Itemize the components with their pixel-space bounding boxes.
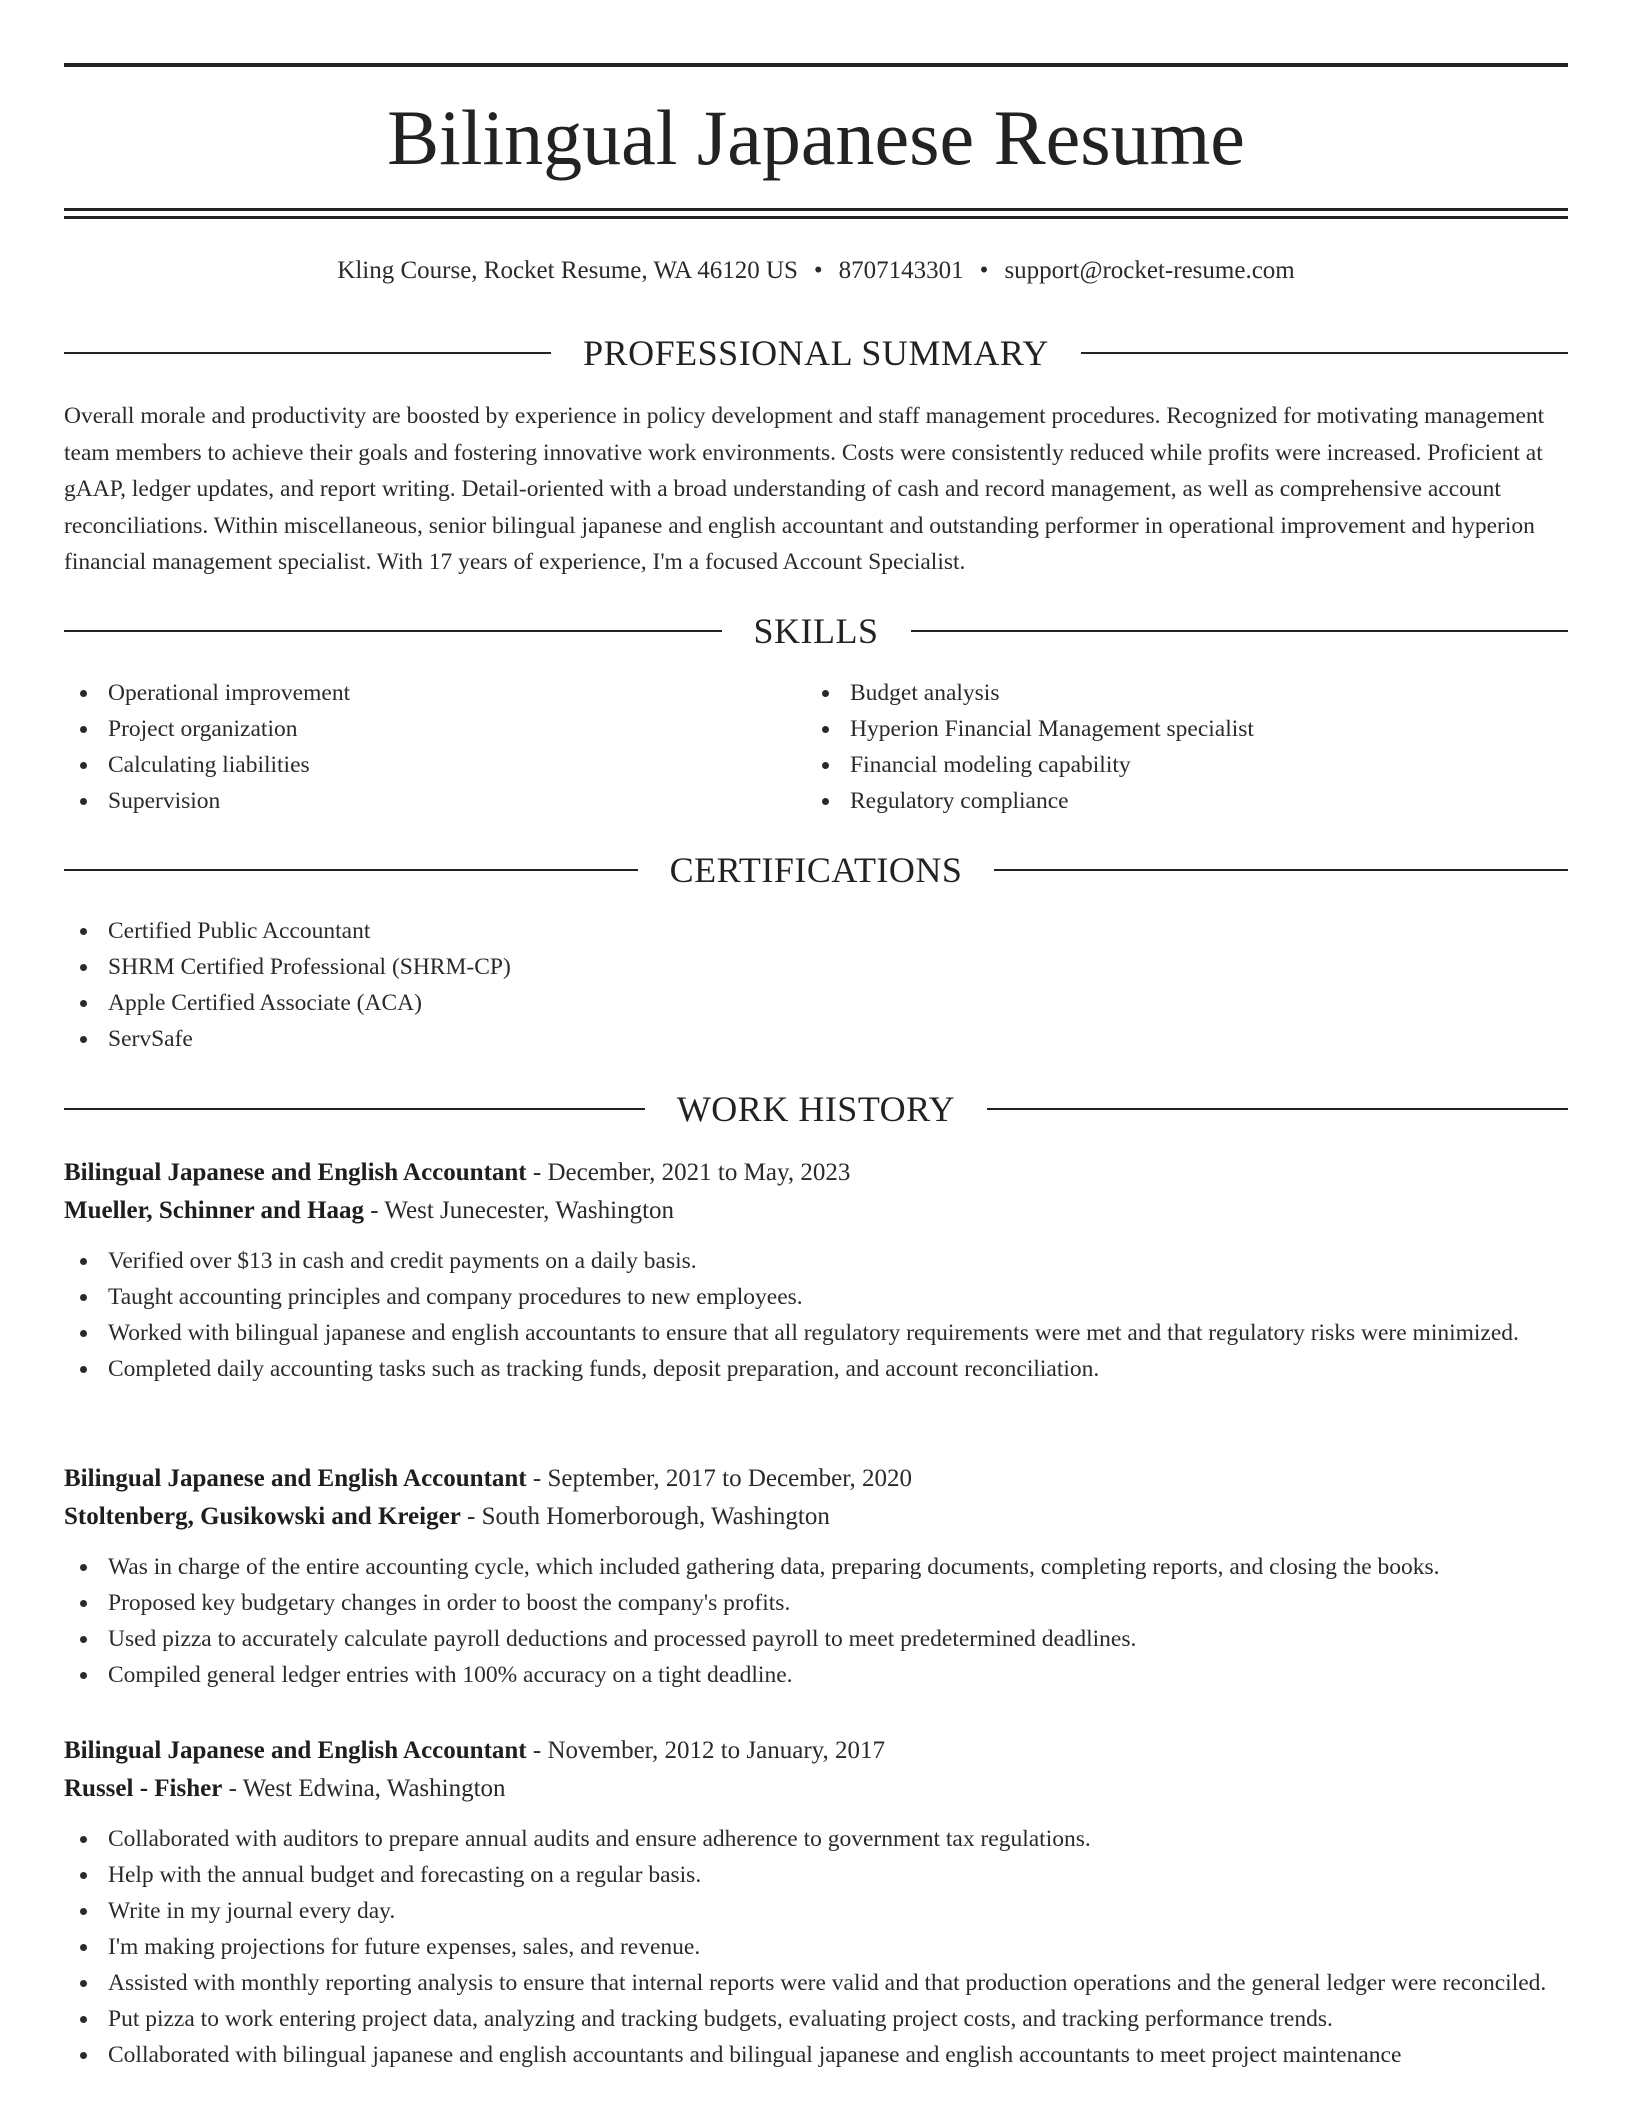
- job-bullet: Help with the annual budget and forecasting on a regular basis.: [64, 1857, 1568, 1893]
- title-rule-upper: [64, 208, 1568, 211]
- job-location: West Junecester, Washington: [384, 1197, 675, 1224]
- skills-section-header: [64, 609, 1568, 653]
- job-bullet: I'm making projections for future expenses, sales, and revenue.: [64, 1929, 1568, 1965]
- skill-item: Operational improvement: [64, 675, 806, 711]
- job-bullet: Collaborated with bilingual japanese and english accountants and bilingual japanese and english accountants to meet project maintenance: [64, 2037, 1568, 2073]
- section-rule-left: [64, 1108, 645, 1110]
- skill-item: Regulatory compliance: [806, 783, 1568, 819]
- certifications-list: [64, 913, 1568, 1057]
- job-company-line: Stoltenberg, Gusikowski and Kreiger - South Homerborough, Washington: [64, 1503, 830, 1530]
- contact-separator: •: [813, 257, 823, 284]
- contact-phone: 8707143301: [838, 257, 964, 284]
- job-bullet: Worked with bilingual japanese and english accountants to ensure that all regulatory requirements were met and that regulatory risks were minimized.: [64, 1315, 1568, 1351]
- skill-item: Calculating liabilities: [64, 747, 806, 783]
- skill-item: Supervision: [64, 783, 806, 819]
- job-title-line: Bilingual Japanese and English Accountant - November, 2012 to January, 2017: [64, 1737, 886, 1764]
- skills-list-left: [64, 675, 806, 819]
- summary-text: Overall morale and productivity are boosted by experience in policy development and staff management procedures. Recognized for motivating management team members to achieve their goals and fostering innovative work environments. Costs were consistently reduced while profits were increased. Proficient at gAAP, ledger updates, and report writing. Detail-oriented with a broad understanding of cash and record management, as well as comprehensive account reconciliations. Within miscellaneous, senior bilingual japanese and english accountant and outstanding performer in operational improvement and hyperion financial management specialist. With 17 years of experience, I'm a focused Account Specialist.: [64, 403, 1545, 575]
- job-dates: September, 2017 to December, 2020: [547, 1465, 913, 1492]
- job-bullet: Used pizza to accurately calculate payroll deductions and processed payroll to meet predetermined deadlines.: [64, 1621, 1568, 1657]
- certifications-section-header: [64, 848, 1568, 892]
- job-company: Stoltenberg, Gusikowski and Kreiger: [64, 1503, 461, 1530]
- job-company: Russel - Fisher: [64, 1775, 223, 1802]
- skill-item: Budget analysis: [806, 675, 1568, 711]
- job-bullet: Put pizza to work entering project data, analyzing and tracking budgets, evaluating project costs, and tracking performance trends.: [64, 2001, 1568, 2037]
- work-history-section-header: [64, 1087, 1568, 1131]
- section-rule-right: [1081, 352, 1568, 354]
- job-bullet: Completed daily accounting tasks such as tracking funds, deposit preparation, and account reconciliation.: [64, 1351, 1568, 1387]
- contact-address: Kling Course, Rocket Resume, WA 46120 US: [337, 257, 798, 284]
- job-entry: [64, 1154, 1568, 1387]
- section-rule-left: [64, 352, 551, 354]
- section-rule-left: [64, 630, 722, 632]
- certification-item: Certified Public Accountant: [64, 913, 1568, 949]
- job-bullet: Collaborated with auditors to prepare annual audits and ensure adherence to government tax regulations.: [64, 1821, 1568, 1857]
- job-bullet: Compiled general ledger entries with 100% accuracy on a tight deadline.: [64, 1657, 1568, 1693]
- certification-item: Apple Certified Associate (ACA): [64, 985, 1568, 1021]
- job-location: West Edwina, Washington: [242, 1775, 506, 1802]
- job-bullet: Verified over $13 in cash and credit payments on a daily basis.: [64, 1243, 1568, 1279]
- section-rule-right: [987, 1108, 1568, 1110]
- summary-section-header: [64, 331, 1568, 375]
- skill-item: Hyperion Financial Management specialist: [806, 711, 1568, 747]
- summary-heading: PROFESSIONAL SUMMARY: [583, 333, 1049, 373]
- job-title: Bilingual Japanese and English Accountant: [64, 1465, 527, 1492]
- certifications-heading: CERTIFICATIONS: [669, 850, 963, 890]
- title-rule-lower: [64, 216, 1568, 219]
- job-bullets: [64, 1821, 1568, 2073]
- work-history-heading: WORK HISTORY: [676, 1089, 956, 1129]
- section-rule-right: [994, 869, 1568, 871]
- certification-item: SHRM Certified Professional (SHRM-CP): [64, 949, 1568, 985]
- skills-list-right: [806, 675, 1568, 819]
- job-company-line: Russel - Fisher - West Edwina, Washington: [64, 1775, 506, 1802]
- job-bullet: Write in my journal every day.: [64, 1893, 1568, 1929]
- certification-item: ServSafe: [64, 1021, 1568, 1057]
- job-dates: December, 2021 to May, 2023: [547, 1159, 851, 1186]
- skill-item: Financial modeling capability: [806, 747, 1568, 783]
- job-bullet: Was in charge of the entire accounting cycle, which included gathering data, preparing documents, completing reports, and closing the books.: [64, 1549, 1568, 1585]
- resume-title: Bilingual Japanese Resume: [387, 94, 1245, 181]
- job-bullet: Proposed key budgetary changes in order to boost the company's profits.: [64, 1585, 1568, 1621]
- job-location: South Homerborough, Washington: [481, 1503, 830, 1530]
- job-bullet: Taught accounting principles and company procedures to new employees.: [64, 1279, 1568, 1315]
- contact-line: [64, 254, 1568, 288]
- section-rule-right: [911, 630, 1569, 632]
- skill-item: Project organization: [64, 711, 806, 747]
- job-company-line: Mueller, Schinner and Haag - West Junecester, Washington: [64, 1197, 675, 1224]
- skills-heading: SKILLS: [753, 611, 879, 651]
- job-title-line: Bilingual Japanese and English Accountant - September, 2017 to December, 2020: [64, 1465, 913, 1492]
- job-title-line: Bilingual Japanese and English Accountant - December, 2021 to May, 2023: [64, 1159, 851, 1186]
- job-entry: [64, 1460, 1568, 1693]
- job-bullets: [64, 1549, 1568, 1693]
- job-company: Mueller, Schinner and Haag: [64, 1197, 365, 1224]
- contact-separator: •: [979, 257, 989, 284]
- job-title: Bilingual Japanese and English Accountant: [64, 1159, 527, 1186]
- job-title: Bilingual Japanese and English Accountant: [64, 1737, 527, 1764]
- job-entry: [64, 1732, 1568, 2073]
- contact-email: support@rocket-resume.com: [1004, 257, 1295, 284]
- job-dates: November, 2012 to January, 2017: [547, 1737, 886, 1764]
- job-bullet: Assisted with monthly reporting analysis to ensure that internal reports were valid and that production operations and the general ledger were reconciled.: [64, 1965, 1568, 2001]
- section-rule-left: [64, 869, 638, 871]
- job-bullets: [64, 1243, 1568, 1387]
- top-rule: [64, 63, 1568, 67]
